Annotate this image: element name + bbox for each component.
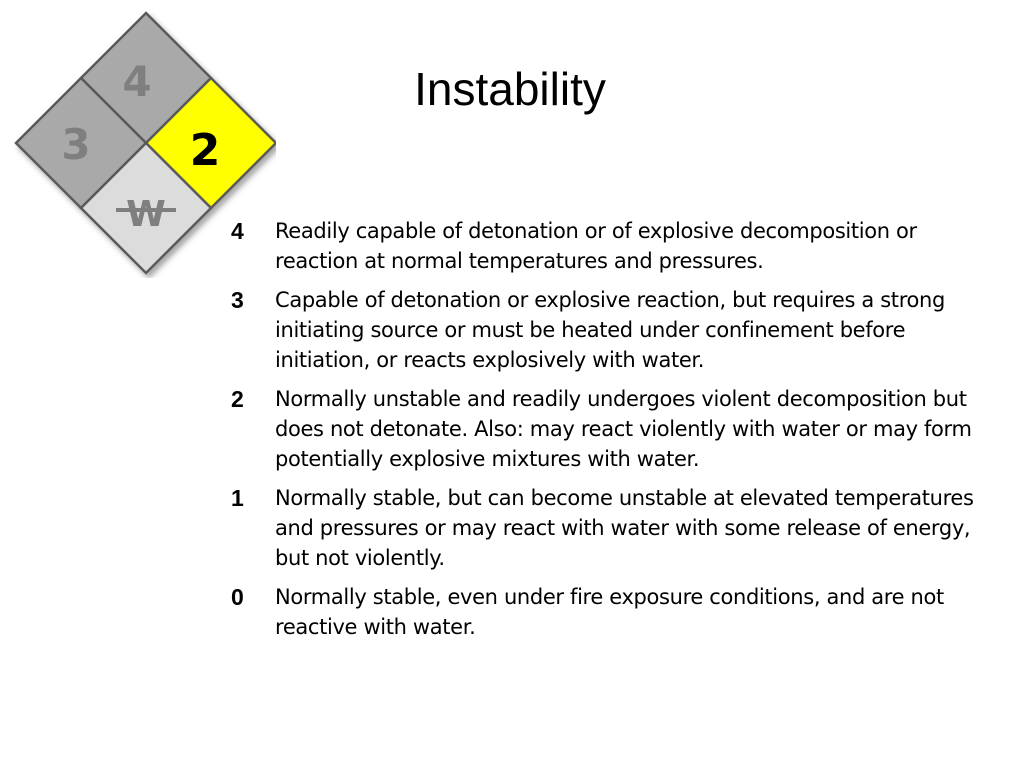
level-number: 1 [231,485,244,511]
level-description: Normally stable, but can become unstable at elevated temperatures and pressures or may react with water with some release of energy, but not violently. [275,486,974,570]
diamond-left-number: 3 [61,120,91,169]
level-item [228,216,978,276]
level-item [228,285,978,375]
level-number: 0 [231,584,244,610]
level-item [228,483,978,573]
diamond-top-number: 4 [122,57,152,106]
level-description: Capable of detonation or explosive reaction, but requires a strong initiating source or must be heated under confinement before initiation, or reacts explosively with water. [275,288,945,372]
level-number: 3 [231,287,244,313]
level-number: 4 [231,218,244,244]
level-description: Readily capable of detonation or of explosive decomposition or reaction at normal temperatures and pressures. [275,219,917,273]
diamond-bottom-symbol: W [126,194,166,235]
level-item [228,582,978,642]
level-item [228,384,978,474]
level-list [228,216,978,651]
level-description: Normally stable, even under fire exposure conditions, and are not reactive with water. [275,585,944,639]
diamond-right-number: 2 [189,125,221,176]
level-description: Normally unstable and readily undergoes violent decomposition but does not detonate. Also: may react violently with water or may form potentially explosive mixtures with water. [275,387,972,471]
page-title: Instability [414,63,606,115]
level-number: 2 [231,386,244,412]
